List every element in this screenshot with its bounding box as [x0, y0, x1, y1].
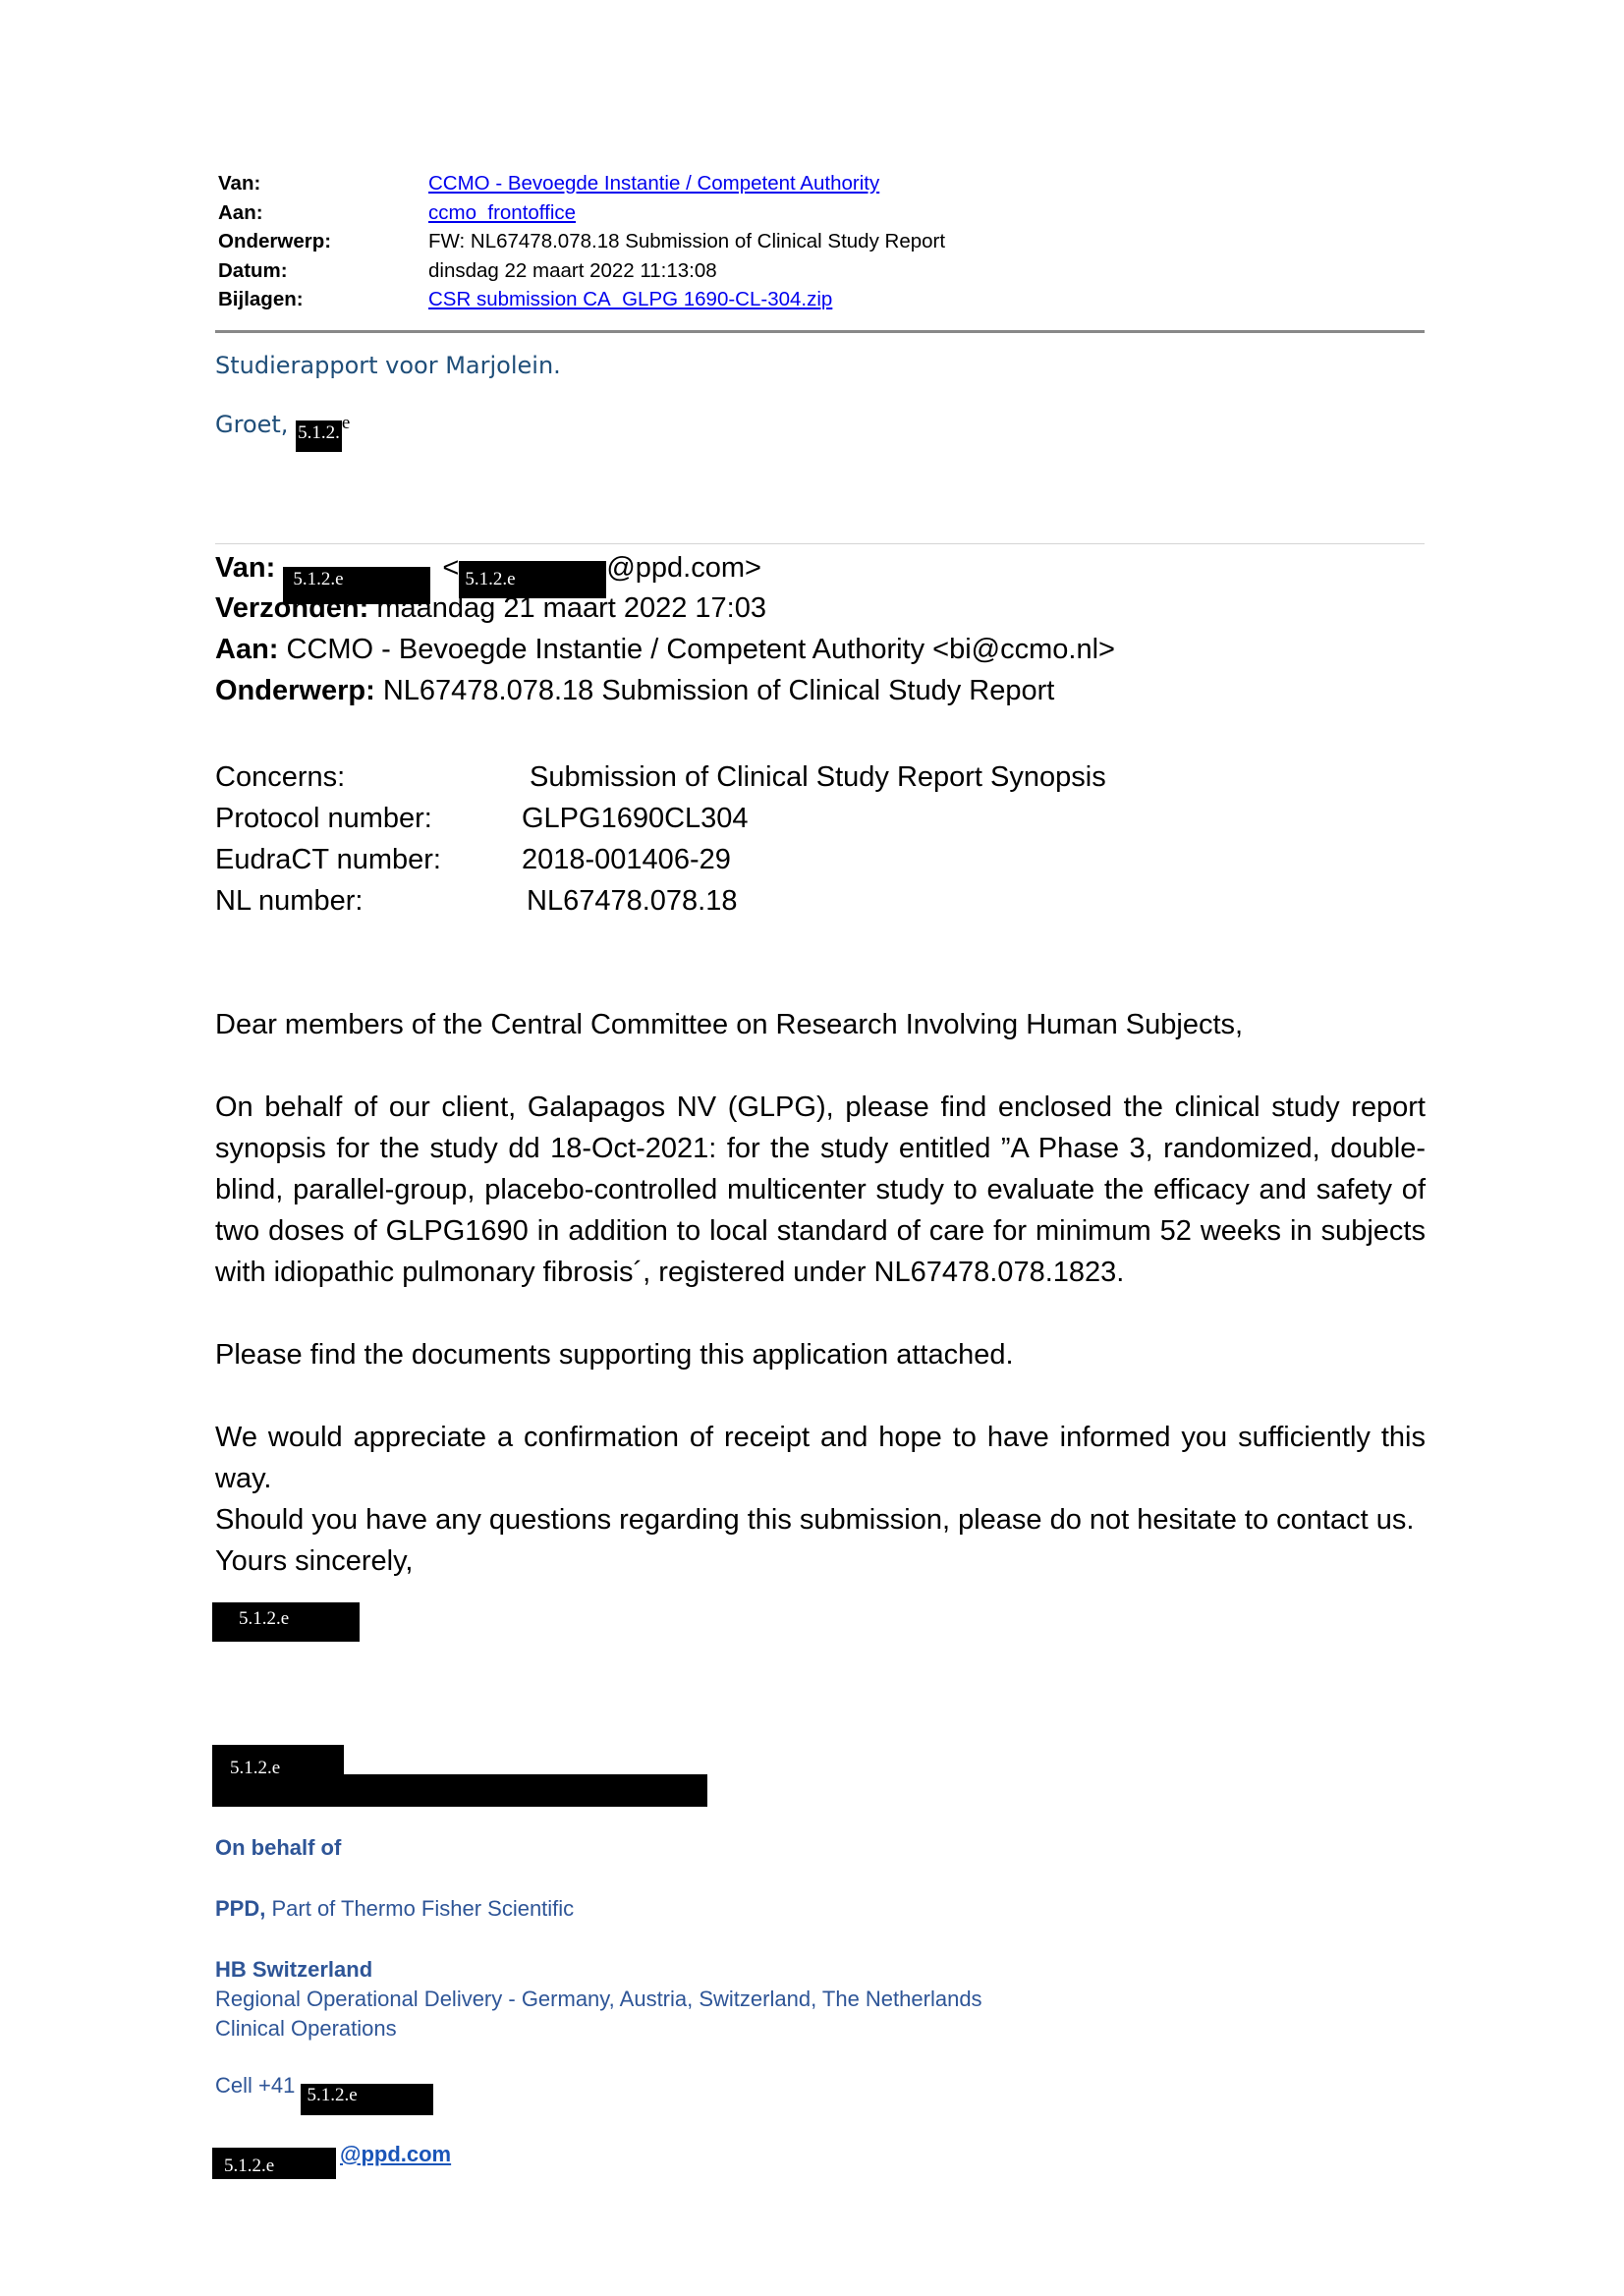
- header-date-value: dinsdag 22 maart 2022 11:13:08: [428, 258, 717, 282]
- header-subject-row: [218, 227, 1427, 256]
- field-protocol: [215, 798, 1106, 839]
- original-from-lt: <: [442, 552, 460, 584]
- header-date-row: [218, 256, 1427, 286]
- signature-cell: [215, 2073, 433, 2115]
- header-divider: [215, 330, 1425, 333]
- original-to-line: [215, 634, 1115, 666]
- signature-region: Regional Operational Delivery - Germany, Austria, Switzerland, The Netherlands: [215, 1987, 982, 2011]
- redaction-block: 5.1.2.e: [283, 567, 430, 604]
- signature-company: [215, 1896, 574, 1922]
- salutation: Dear members of the Central Committee on Research Involving Human Subjects,: [215, 1009, 1244, 1040]
- header-from-link[interactable]: CCMO - Bevoegde Instantie / Competent Authority: [428, 172, 880, 195]
- field-label: NL number:: [215, 885, 364, 917]
- header-attachment-label: Bijlagen:: [218, 288, 304, 310]
- header-from-row: [218, 169, 1427, 198]
- header-to-label: Aan:: [218, 200, 263, 224]
- attachment-link[interactable]: CSR submission CA_GLPG 1690-CL-304.zip: [428, 288, 833, 310]
- field-label: EudraCT number:: [215, 844, 441, 875]
- company-name: PPD,: [215, 1896, 266, 1921]
- original-subject-value: NL67478.078.18 Submission of Clinical Study Report: [382, 675, 1055, 706]
- forward-note-line: Studierapport voor Marjolein.: [215, 352, 561, 379]
- cell-prefix: Cell +41: [215, 2073, 296, 2098]
- redaction-block: 5.1.2.e: [301, 2084, 433, 2115]
- redaction-block: [212, 1774, 707, 1807]
- redaction-block: 5.1.2.e: [459, 561, 606, 598]
- header-date-label: Datum:: [218, 258, 288, 282]
- body-paragraph-4: Should you have any questions regarding this submission, please do not hesitate to contact us.: [215, 1504, 1415, 1536]
- original-subject-label: Onderwerp:: [215, 675, 375, 706]
- original-to-label: Aan:: [215, 634, 279, 665]
- company-tagline: Part of Thermo Fisher Scientific: [271, 1896, 575, 1921]
- header-from-label: Van:: [218, 172, 261, 195]
- original-to-value: CCMO - Bevoegde Instantie / Competent Authority <bi@ccmo.nl>: [286, 634, 1115, 665]
- signature-on-behalf: [215, 1835, 341, 1861]
- redaction-block: 5.1.2.: [296, 420, 342, 452]
- body-paragraph-2: Please find the documents supporting this application attached.: [215, 1339, 1014, 1371]
- original-sent-value: maandag 21 maart 2022 17:03: [376, 592, 767, 624]
- on-behalf-text: On behalf of: [215, 1835, 342, 1860]
- study-fields: [215, 756, 1106, 922]
- closing: Yours sincerely,: [215, 1545, 414, 1577]
- redaction-label: 5.1.2.e: [230, 1758, 281, 1778]
- field-label: Protocol number:: [215, 803, 432, 834]
- original-subject-line: [215, 675, 1054, 707]
- field-concerns: [215, 756, 1106, 798]
- header-subject-label: Onderwerp:: [218, 230, 332, 252]
- body-paragraph-1: On behalf of our client, Galapagos NV (GLPG), please find enclosed the clinical study report synopsis for the study dd 18-Oct-2021: for the study entitled ”A Phase 3, randomized, double-blind, parallel-group, placebo-controlled multicenter study to evaluate the efficacy and safety of two doses of GLPG1690 in addition to local standard of care for minimum 52 weeks in subjects with idiopathic pulmonary fibrosis´, registered under NL67478.078.1823.: [215, 1092, 1426, 1288]
- header-to-row: [218, 198, 1427, 228]
- header-to-link[interactable]: ccmo_frontoffice: [428, 200, 577, 224]
- field-label: Concerns:: [215, 761, 346, 793]
- greeting-text: Groet,: [215, 411, 289, 438]
- field-nl-number: [215, 880, 1106, 922]
- field-eudract: [215, 839, 1106, 880]
- original-sent-label: Verzonden:: [215, 592, 369, 624]
- email-link[interactable]: @ppd.com: [340, 2142, 452, 2166]
- field-value: Submission of Clinical Study Report Synopsis: [530, 761, 1106, 793]
- field-value: NL67478.078.18: [527, 885, 738, 917]
- header-subject-value: FW: NL67478.078.18 Submission of Clinical Study Report: [428, 230, 946, 252]
- signature-department: Clinical Operations: [215, 2016, 397, 2041]
- message-separator: [215, 543, 1425, 544]
- redaction-block: 5.1.2.e: [212, 1602, 360, 1642]
- original-from-label: Van:: [215, 552, 276, 584]
- email-header-table: [218, 169, 1427, 314]
- location-text: HB Switzerland: [215, 1957, 373, 1982]
- field-value: GLPG1690CL304: [522, 803, 749, 834]
- signature-email: [215, 2142, 451, 2179]
- greeting-redact-tail: e: [341, 413, 351, 433]
- signature-location: [215, 1957, 372, 1983]
- field-value: 2018-001406-29: [522, 844, 731, 875]
- original-sent-line: [215, 592, 766, 625]
- forward-greeting: [215, 411, 350, 452]
- redaction-block: 5.1.2.e: [212, 2148, 336, 2179]
- header-attachment-row: [218, 285, 1427, 314]
- original-from-domain: @ppd.com>: [606, 552, 761, 584]
- body-paragraph-3: We would appreciate a confirmation of receipt and hope to have informed you sufficiently this way.: [215, 1422, 1426, 1494]
